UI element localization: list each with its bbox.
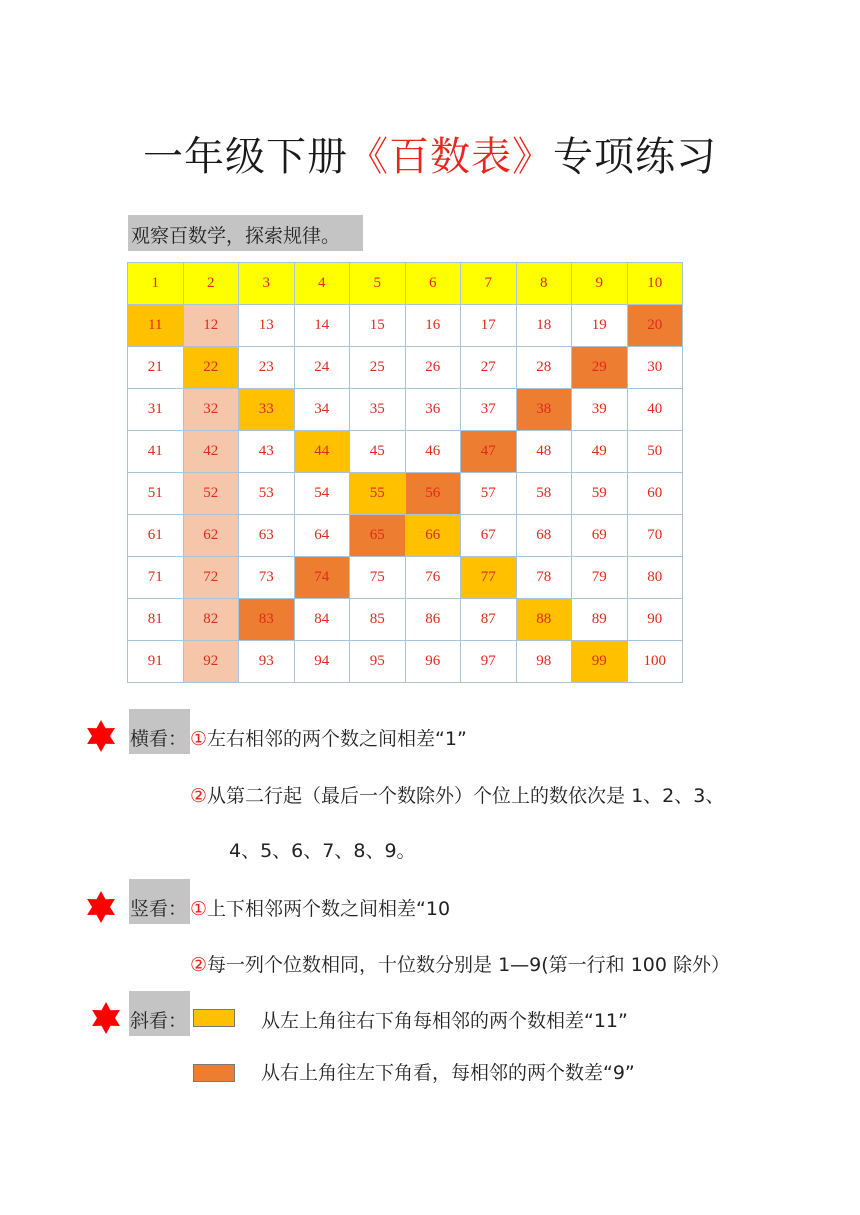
grid-cell: 22 [184,347,240,389]
grid-cell: 74 [295,557,351,599]
grid-cell: 1 [128,263,184,305]
grid-cell: 70 [628,515,684,557]
grid-cell: 4 [295,263,351,305]
item-text: 从第二行起（最后一个数除外）个位上的数依次是 1、2、3、 [207,785,725,807]
grid-cell: 38 [517,389,573,431]
grid-cell: 30 [628,347,684,389]
grid-cell: 52 [184,473,240,515]
grid-cell: 12 [184,305,240,347]
grid-cell: 34 [295,389,351,431]
horizontal-label: 横看： [130,728,188,750]
grid-cell: 11 [128,305,184,347]
grid-cell: 79 [572,557,628,599]
grid-cell: 46 [406,431,462,473]
grid-cell: 23 [239,347,295,389]
grid-cell: 20 [628,305,684,347]
grid-cell: 83 [239,599,295,641]
grid-cell: 35 [350,389,406,431]
grid-cell: 37 [461,389,517,431]
grid-cell: 88 [517,599,573,641]
grid-cell: 93 [239,641,295,683]
grid-cell: 95 [350,641,406,683]
grid-cell: 71 [128,557,184,599]
grid-cell: 43 [239,431,295,473]
grid-cell: 8 [517,263,573,305]
grid-cell: 45 [350,431,406,473]
star-icon [84,719,118,753]
grid-cell: 6 [406,263,462,305]
grid-cell: 98 [517,641,573,683]
grid-cell: 61 [128,515,184,557]
title-highlight: 《百数表》 [348,134,553,180]
diagonal-item-2: 从右上角往左下角看，每相邻的两个数差“9” [261,1062,635,1084]
grid-cell: 54 [295,473,351,515]
grid-cell: 62 [184,515,240,557]
horizontal-item-2-continued: 4、5、6、7、8、9。 [229,840,416,862]
grid-cell: 47 [461,431,517,473]
grid-cell: 76 [406,557,462,599]
grid-cell: 42 [184,431,240,473]
diagonal-label: 斜看： [130,1010,188,1032]
grid-cell: 63 [239,515,295,557]
title-before: 一年级下册 [143,134,348,180]
grid-cell: 91 [128,641,184,683]
vertical-item-1 [190,896,450,922]
vertical-item-2 [190,952,730,978]
grid-cell: 56 [406,473,462,515]
grid-cell: 9 [572,263,628,305]
item-marker: ② [190,954,208,976]
title-after: 专项练习 [553,134,717,180]
grid-cell: 3 [239,263,295,305]
vertical-label: 竖看： [130,898,188,920]
diagonal-item-1: 从左上角往右下角每相邻的两个数相差“11” [261,1010,628,1032]
grid-cell: 2 [184,263,240,305]
grid-cell: 86 [406,599,462,641]
horizontal-item-1 [190,726,467,752]
grid-cell: 55 [350,473,406,515]
grid-cell: 78 [517,557,573,599]
item-text: 每一列个位数相同，十位数分别是 1—9(第一行和 100 除外） [207,954,731,976]
page-title [0,132,860,182]
grid-cell: 64 [295,515,351,557]
grid-cell: 66 [406,515,462,557]
item-marker: ① [190,728,208,750]
grid-cell: 39 [572,389,628,431]
star-icon [89,1001,123,1035]
grid-cell: 81 [128,599,184,641]
grid-cell: 84 [295,599,351,641]
grid-cell: 87 [461,599,517,641]
grid-cell: 92 [184,641,240,683]
grid-cell: 96 [406,641,462,683]
grid-cell: 50 [628,431,684,473]
grid-cell: 80 [628,557,684,599]
item-marker: ① [190,898,208,920]
grid-cell: 68 [517,515,573,557]
grid-cell: 26 [406,347,462,389]
grid-cell: 28 [517,347,573,389]
grid-cell: 5 [350,263,406,305]
grid-cell: 82 [184,599,240,641]
grid-cell: 99 [572,641,628,683]
horizontal-item-2 [190,783,724,809]
grid-cell: 16 [406,305,462,347]
grid-cell: 40 [628,389,684,431]
grid-cell: 21 [128,347,184,389]
grid-cell: 49 [572,431,628,473]
grid-cell: 10 [628,263,684,305]
item-marker: ② [190,785,208,807]
hundred-chart [127,262,683,683]
grid-cell: 18 [517,305,573,347]
grid-cell: 75 [350,557,406,599]
grid-cell: 51 [128,473,184,515]
star-icon [84,890,118,924]
grid-cell: 59 [572,473,628,515]
grid-cell: 33 [239,389,295,431]
orange-swatch [193,1064,235,1082]
grid-cell: 57 [461,473,517,515]
grid-cell: 58 [517,473,573,515]
gold-swatch [193,1009,235,1027]
grid-cell: 77 [461,557,517,599]
grid-cell: 15 [350,305,406,347]
grid-cell: 100 [628,641,684,683]
grid-cell: 60 [628,473,684,515]
grid-cell: 19 [572,305,628,347]
grid-cell: 25 [350,347,406,389]
grid-cell: 17 [461,305,517,347]
grid-cell: 69 [572,515,628,557]
grid-cell: 7 [461,263,517,305]
grid-cell: 72 [184,557,240,599]
grid-cell: 94 [295,641,351,683]
grid-cell: 41 [128,431,184,473]
grid-cell: 14 [295,305,351,347]
grid-cell: 31 [128,389,184,431]
grid-cell: 48 [517,431,573,473]
grid-cell: 36 [406,389,462,431]
grid-cell: 32 [184,389,240,431]
item-text: 左右相邻的两个数之间相差“1” [207,728,467,750]
grid-cell: 89 [572,599,628,641]
grid-cell: 44 [295,431,351,473]
grid-cell: 53 [239,473,295,515]
item-text: 上下相邻两个数之间相差“10 [207,898,451,920]
grid-cell: 67 [461,515,517,557]
grid-cell: 13 [239,305,295,347]
grid-cell: 65 [350,515,406,557]
grid-cell: 27 [461,347,517,389]
subtitle: 观察百数学，探索规律。 [131,225,341,247]
grid-cell: 29 [572,347,628,389]
grid-cell: 90 [628,599,684,641]
grid-cell: 97 [461,641,517,683]
grid-cell: 24 [295,347,351,389]
grid-cell: 73 [239,557,295,599]
grid-cell: 85 [350,599,406,641]
